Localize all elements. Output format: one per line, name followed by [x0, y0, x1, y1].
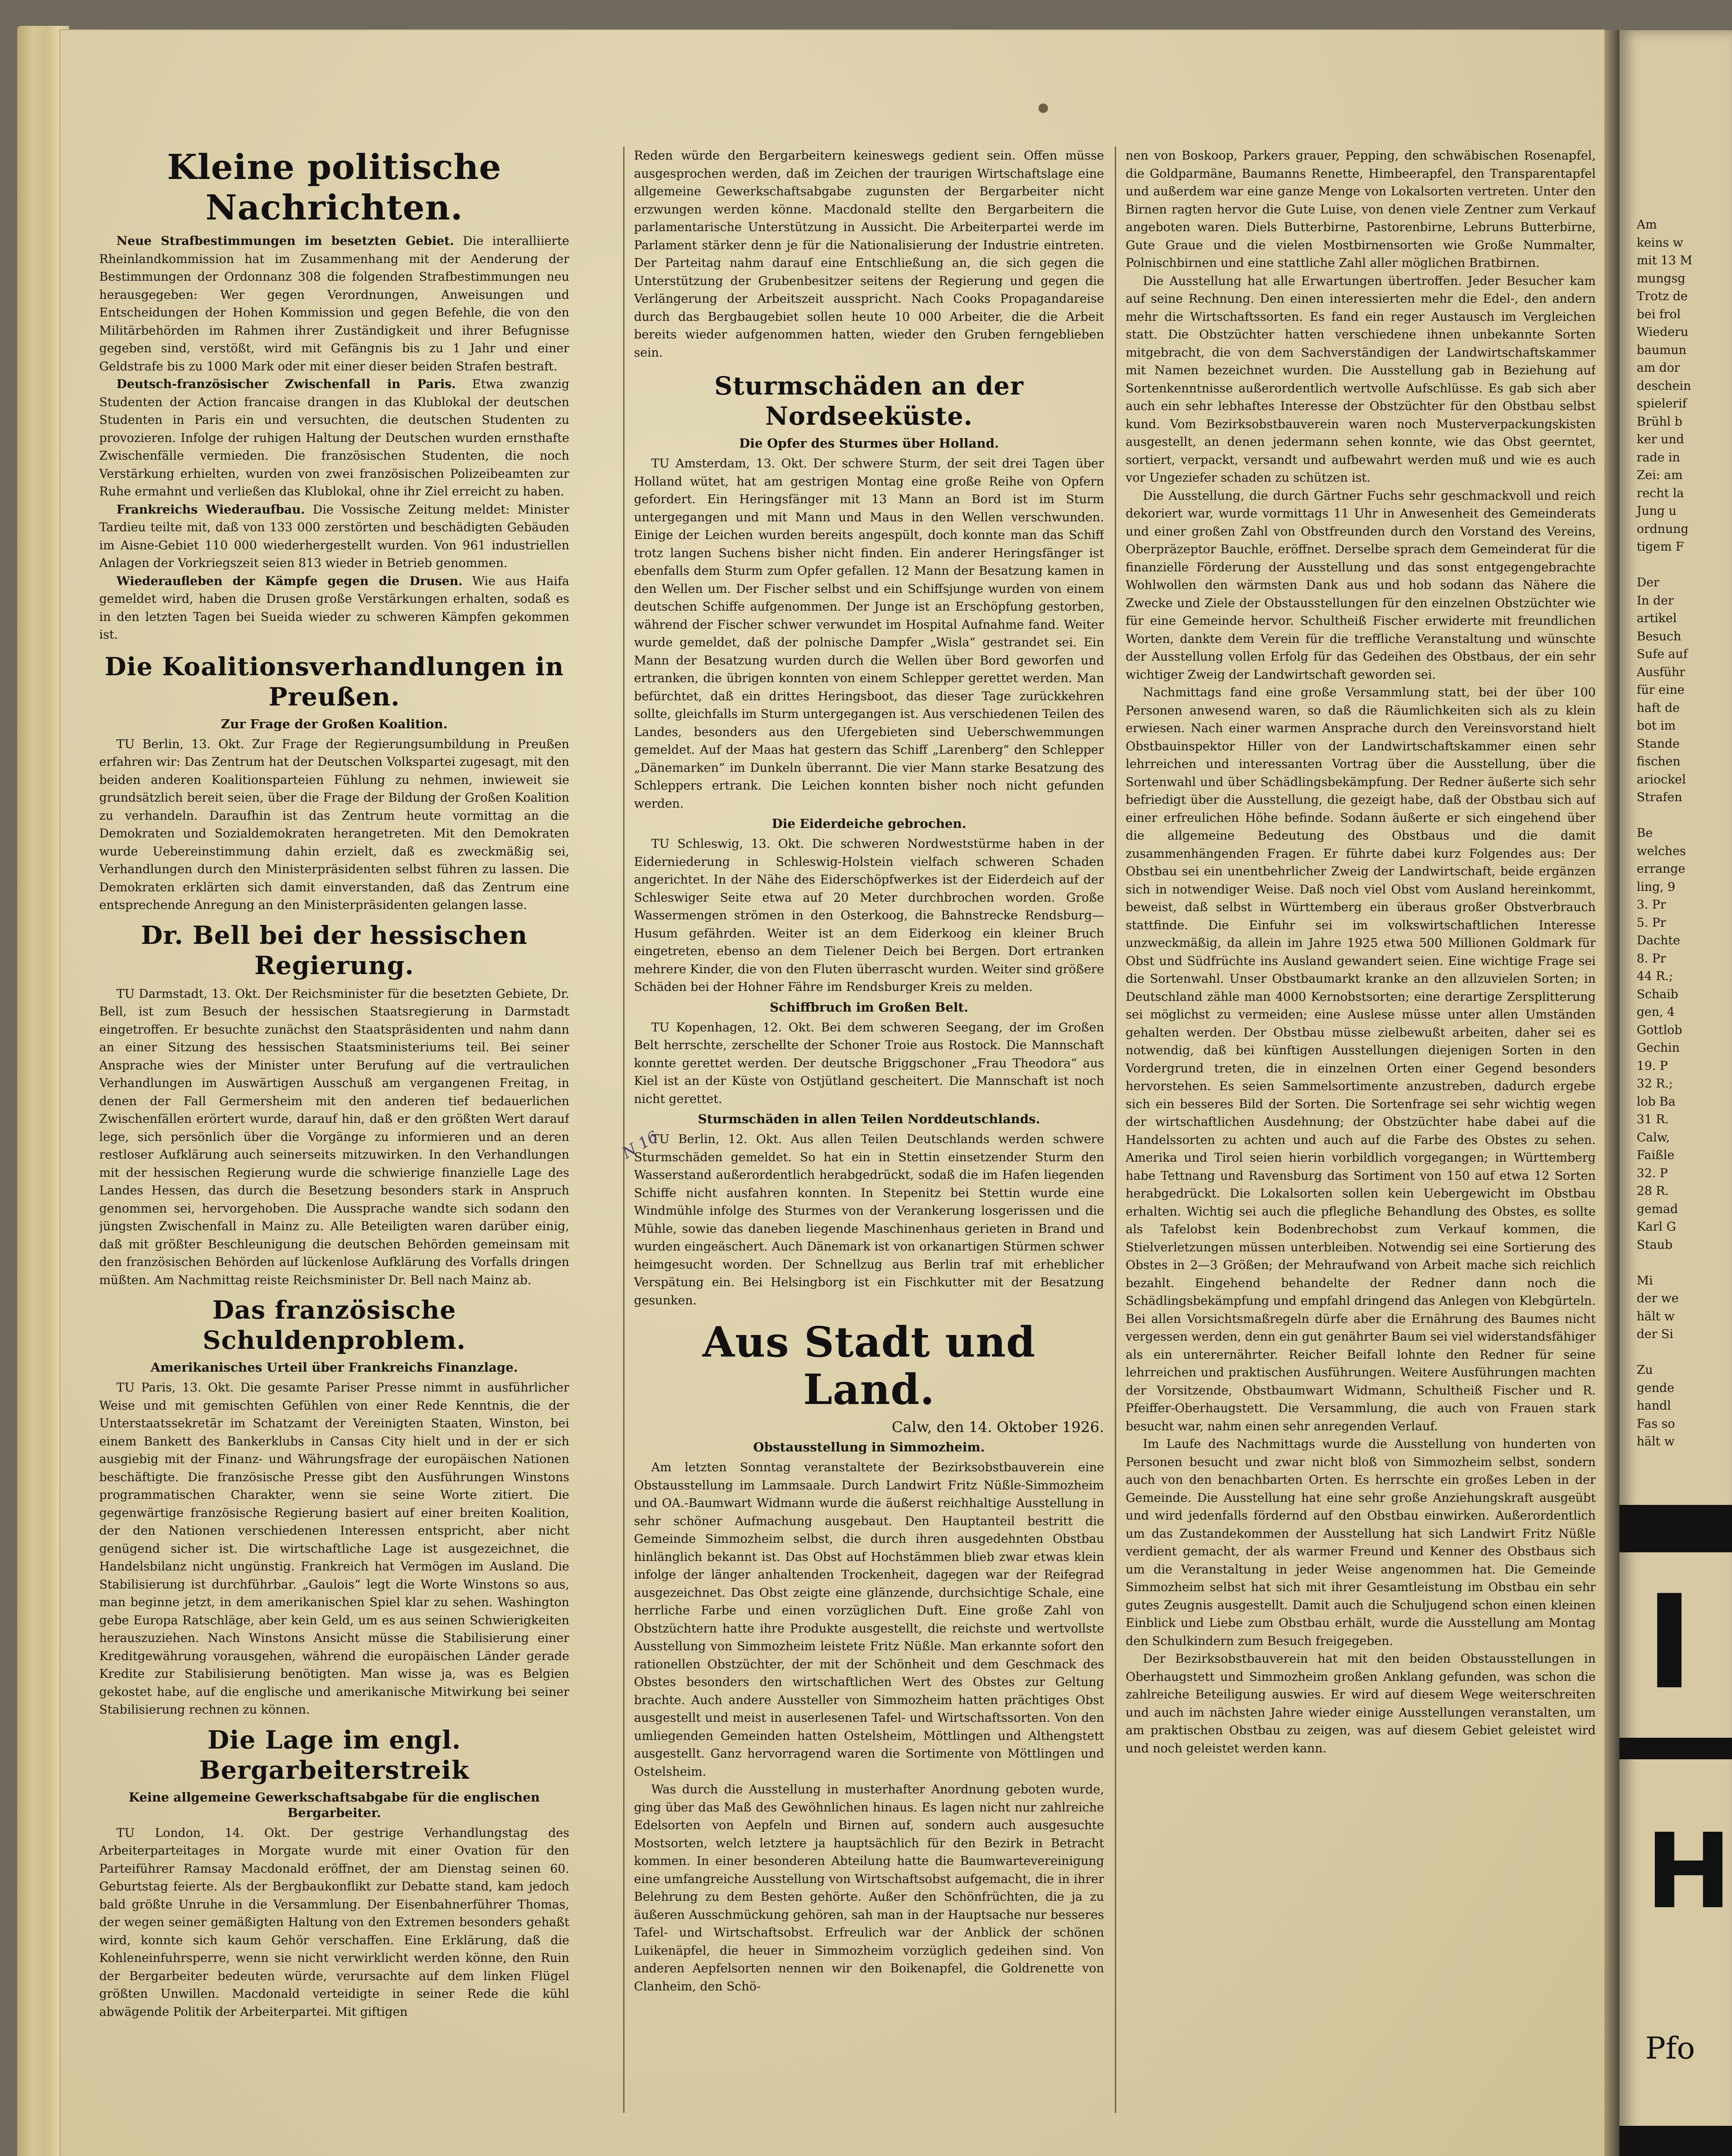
facing-page-line: Am [1637, 217, 1657, 232]
subheadline: Sturmschäden in allen Teilen Norddeutschlands. [698, 1112, 1040, 1126]
facing-page-line: Jung u [1637, 504, 1677, 518]
facing-page-line: der we [1637, 1291, 1679, 1305]
article-paragraph: TU Berlin, 13. Okt. Zur Frage der Regierungsumbildung in Preußen erfahren wir: Das Zentrum hat der Deutschen Volkspartei zugesagt, mit den beiden anderen Koalitionsparteien Fühlung zu nehmen, inwieweit sie grundsätzlich bereit seien, über die Frage der Bildung der Großen Koalition zu verhandeln. Daraufhin ist das Zentrum heute vormittag an die Demokraten und Sozialdemokraten herangetreten. Mit den Demokraten wurde Uebereinstimmung dahin erzielt, daß es zweckmäßig sei, Verhandlungen durch den Ministerpräsidenten selbst führen zu lassen. Die Demokraten erklärten sich damit einverstanden, daß das Zentrum eine entsprechende Anregung an den Ministerpräsidenten gelangen lasse. [99, 736, 569, 912]
article-paragraph: TU Schleswig, 13. Okt. Die schweren Nordweststürme haben in der Eiderniederung in Schleswig-Holstein vielfach schweren Schaden angerichtet. In der Nähe des Eiderschöpfwerkes ist der Eiderdeich auf der Schleswiger Seite etwa auf 20 Meter durchbrochen worden. Große Wassermengen strömen in den Osterkoog, die Bahnstrecke Rendsburg—Husum gefährden. Weiter ist an dem Eiderkoog ein kleiner Bruch eingetreten, ebenso an dem Tielener Deich bei Bergen. Dort ertranken mehrere Kinder, die von den Fluten überrascht wurden. Weiter sind größere Schäden bei der Hohner Fähre im Rendsburger Kreis zu melden. [634, 837, 1104, 994]
headline-schuldenproblem: Das französische Schuldenproblem. [202, 1295, 466, 1355]
article-paragraph: Am letzten Sonntag veranstaltete der Bezirksobstbauverein eine Obstausstellung im Lammsaale. Durch Landwirt Fritz Nüßle-Simmozheim und OA.-Baumwart Widmann wurde die äußerst reichhaltige Ausstellung in sehr schöner Aufmachung ausgebaut. Den Hauptanteil bestritt die Gemeinde Simmozheim selbst, die durch ihren ausgedehnten Obstbau hinlänglich bekannt ist. Das Obst auf Hochstämmen blieb zwar etwas klein infolge der länger anhaltenden Trockenheit, dagegen war der Reifegrad ausgezeichnet. Das Obst zeigte eine glänzende, durchsichtige Schale, eine herrliche Farbe und einen vorzüglichen Duft. Eine große Zahl von Obstzüchtern hatte ihre Produkte ausgestellt, die reichste und wertvollste Ausstellung von Simmozheim leistete Fritz Nüßle. Man erkannte sofort den rationellen Obstzüchter, der mit der Schönheit und dem Geschmack des Obstes besonders den wirtschaftlichen Wert des Obstes zur Geltung brachte. Auch andere Aussteller von Simmozheim hatten prächtiges Obst ausgestellt und meist in auserlesenen Tafel- und Wirtschaftssorten. Von den umliegenden Gemeinden hatten Ostelsheim, Möttlingen und Althengstett ausgestellt. Ganz hervorragend waren die Sortimente von Möttlingen und Ostelsheim. [634, 1460, 1104, 1779]
facing-page-line: hält w [1637, 1434, 1675, 1448]
column-1 [99, 147, 569, 2117]
article-paragraph: Der Bezirksobstbauverein hat mit den beiden Obstausstellungen in Oberhaugstett und Simmozheim großen Anklang gefunden, was schon die zahlreiche Beteiligung auswies. Er wird auf diesem Wege weiterschreiten und auch im nächsten Jahre wieder einige Ausstellungen veranstalten, um am praktischen Obstbau zu zeigen, was auf diesem Gebiet geleistet wird und noch geleistet werden kann. [1126, 1651, 1596, 1755]
article-continuation: Reden würde den Bergarbeitern keineswegs gedient sein. Offen müsse ausgesprochen werden, daß im Zeichen der traurigen Wirtschaftslage eine allgemeine Gewerkschaftsabgabe zugunsten der Bergarbeiter nicht erzwungen werden könne. Macdonald stellte den Bergarbeitern die parlamentarische Unterstützung in Aussicht. Die Arbeiterpartei werde im Parlament stärker denn je für die Nationalisierung der Industrie eintreten. Der Parteitag nahm darauf eine Entschließung an, die sich gegen die Unterstützung der Grubenbesitzer seitens der Regierung und gegen die Verlängerung der Arbeitszeit ausspricht. Nach Cooks Propagandareise durch das Bergbaugebiet sollen heute 10 000 Arbeiter, die die Arbeit bereits wieder aufgenommen hatten, wieder den Gruben ferngeblieben sein. [634, 148, 1104, 360]
facing-page-line: der Si [1637, 1327, 1673, 1341]
facing-page-line: Wiederu [1637, 325, 1688, 339]
facing-page-line: 8. Pr [1637, 951, 1666, 965]
subheadline: Obstausstellung in Simmozheim. [753, 1440, 985, 1454]
facing-page-line: lob Ba [1637, 1094, 1676, 1109]
facing-page-line: Stande [1637, 736, 1680, 751]
facing-page-line: 5. Pr [1637, 915, 1666, 930]
facing-page-line: welches [1637, 843, 1686, 858]
facing-page-line: Trotz de [1637, 289, 1688, 303]
facing-page-line: gende [1637, 1380, 1675, 1395]
headline-aus-stadt-und-land: Aus Stadt und Land. [702, 1318, 1036, 1414]
headline-dr-bell: Dr. Bell bei der hessischen Regierung. [141, 920, 528, 980]
article-paragraph: Die Ausstellung hat alle Erwartungen übertroffen. Jeder Besucher kam auf seine Rechnung. Den einen interessierten mehr die Edel-, den andern mehr die Wirtschaftssorten. Es fand ein reger Austausch im Vergleichen statt. Die Obstzüchter hatten verschiedene ihnen unbekannte Sorten mitgebracht, die von dem Sachverständigen der Landwirtschaftskammer mit Namen bezeichnet wurden. Die Ausstellung gab in Beziehung auf Sortenkenntnisse außerordentlich wertvolle Aufschlüsse. Es gab sich aber auch ein sehr lebhaftes Interesse der Obstzüchter für den Obstbau selbst kund. Vom Bezirksobstbauverein waren noch Musterverpackungskisten ausgestellt, an denen jedermann sehen konnte, wie das Obst geerntet, sortiert, verpackt, versandt und aufbewahrt werden muß und wie es auch vor Ungeziefer schaden zu schützen ist. [1126, 273, 1596, 485]
facing-page-line: bei frol [1637, 307, 1681, 321]
facing-page-line: Besuch [1637, 629, 1682, 643]
facing-page-line: 19. P [1637, 1058, 1668, 1073]
facing-page-line: Calw, [1637, 1130, 1670, 1144]
facing-page-line: ariockel [1637, 772, 1686, 787]
column-3 [1126, 147, 1596, 2117]
facing-page-line: am dor [1637, 360, 1680, 375]
paragraph-text: Die interalliierte Rheinlandkommission hat im Zusammenhang mit der Aenderung der Bestimmungen der Ordonnanz 308 die folgenden Strafbestimmungen neu herausgegeben: Wer gegen Verordnungen, Anweisungen und Entscheidungen der Hohen Kommission und gegen Befehle, die von den Militärbehörden im Rahmen ihrer Zuständigkeit und ihrer Befugnisse gegeben sind, verstößt, wird mit Gefängnis bis zu 1 Jahr und einer Geldstrafe bis zu 1000 Mark oder mit einer dieser beiden Strafen bestraft. [99, 234, 569, 373]
subheadline: Amerikanisches Urteil über Frankreichs Finanzlage. [151, 1360, 518, 1375]
facing-page-line: 44 R.; [1637, 969, 1673, 983]
headline-koalitionsverhandlungen: Die Koalitionsverhandlungen in Preußen. [104, 652, 564, 711]
paragraph-text: Die Vossische Zeitung meldet: Minister Tardieu teilte mit, daß von 133 000 zerstörten und beschädigten Gebäuden im Aisne-Gebiet 110 000 wiederhergestellt wurden. Von 961 industriellen Anlagen der Vorkriegszeit seien 813 wieder in Betrieb genommen. [99, 502, 569, 570]
paragraph-lead: Frankreichs Wiederaufbau. [116, 502, 305, 517]
article-paragraph: Nachmittags fand eine große Versammlung statt, bei der über 100 Personen anwesend waren, so daß die Räumlichkeiten sich als zu klein erwiesen. Nach einer warmen Ansprache durch den Vereinsvorstand hielt Obstbauinspektor Hiller von der Landwirtschaftskammer einen sehr lehrreichen und interessanten Vortrag über die Ausstellung, über die Sortenwahl und über Schädlingsbekämpfung. Der Redner äußerte sich sehr befriedigt über die Ausstellung, die gezeigt habe, daß der Obstbau sich auf einer erfreulichen Höhe befinde. Sodann äußerte er sich eingehend über die allgemeine Bedeutung des Obstbaus und die damit zusammenhängenden Fragen. Er führte dabei kurz Folgendes aus: Der Obstbau sei ein unentbehrlicher Zweig der Landwirtschaft, beide ergänzen sich in notwendiger Weise. Daß noch viel Obst vom Ausland hereinkommt, beweist, daß selbst in Württemberg ein überaus großer Obstverbrauch stattfinde. Die Einfuhr sei im volkswirtschaftlichen Interesse unzweckmäßig, da allein im Jahre 1925 etwa 500 Millionen Goldmark für Obst und Südfrüchte ins Ausland gewandert seien. Eine wichtige Frage sei die Sortenwahl. Unser Obstbaumarkt kranke an den allzuvielen Sorten; in Deutschland zähle man 4000 Kernobstsorten; eine derartige Zersplitterung sei möglichst zu vermeiden; eine Auslese müsse unter allen Umständen gehalten werden. Der Obstbau müsse zielbewußt arbeiten, daher sei es notwendig, daß bei künftigen Ausstellungen diejenigen Sorten in den Vordergrund treten, die in einzelnen Orten einer Gegend besonders hervorstehen. Es seien Sammelsortimente anzustreben, dadurch ergebe sich ein besseres Bild der Sorten. Die Sortenfrage sei sehr wichtig wegen der wirtschaftlichen Ausdehnung; der Obstzüchter habe dabei auf die Handelssorten zu achten und auch auf die Farbe des Obstes zu sehen. Amerika und Tirol seien hierin vorbildlich vorgegangen; in Württemberg habe Tettnang und Ravensburg das Sortiment von 150 auf etwa 12 Sorten herabgedrückt. Die Lokalsorten sollen kein Uebergewicht im Obstbau erhalten. Wichtig sei auch die pflegliche Behandlung des Obstes, es sollte als Tafelobst kein Bodenbrechobst zum Verkauf kommen, die Stielverletzungen müssen unterbleiben. Notwendig sei eine Sortierung des Obstes in 2—3 Größen; der Mehraufwand von Arbeit mache sich reichlich bezahlt. Eingehend behandelte der Redner dann noch die Schädlingsbekämpfung und empfahl dringend das Anlegen von Klebgürteln. Bei allen Vorsichtsmaßregeln dürfe aber die Ernährung des Baumes nicht vergessen werden, denn ein gut genährter Baum sei viel widerstandsfähiger als ein unterernährter. Reicher Beifall lohnte den Redner für seine lehrreichen und praktischen Ausführungen. Weitere Ausführungen machten der Vorsitzende, Obstbaumwart Widmann, Schultheiß Fischer und R. Pfeiffer-Oberhaugstett. Die Versammlung, die auch von Frauen stark besucht war, nahm einen sehr anregenden Verlauf. [1126, 685, 1596, 1433]
facing-page-line [1637, 806, 1723, 824]
article-paragraph: TU Berlin, 12. Okt. Aus allen Teilen Deutschlands werden schwere Sturmschäden gemeldet. So hat ein in Stettin einsetzender Sturm den Wasserstand außerordentlich herabgedrückt, sodaß die im Hafen liegenden Schiffe nicht ausfahren konnten. In Stepenitz bei Stettin wurde eine Windmühle infolge des Sturmes von der Verankerung losgerissen und die Mühle, sowie das daneben liegende Maschinenhaus gerieten in Brand und wurden eingeäschert. Auch Dänemark ist von orkanartigen Stürmen schwer heimgesucht worden. Der Schnellzug aus Berlin traf mit erheblicher Verspätung ein. Bei Helsingborg ist ein Fischkutter mit der Besatzung gesunken. [634, 1132, 1104, 1307]
facing-page-line: tigem F [1637, 539, 1684, 554]
facing-page-line: deschein [1637, 378, 1691, 393]
facing-page-line: rade in [1637, 450, 1680, 464]
facing-page-line: Mi [1637, 1273, 1653, 1288]
facing-page-line: Sufe auf [1637, 647, 1688, 661]
facing-page-line: handl [1637, 1398, 1671, 1413]
facing-page-line: Zu [1637, 1363, 1653, 1377]
facing-page-line: spielerif [1637, 396, 1687, 411]
subheadline: Zur Frage der Großen Koalition. [221, 716, 448, 731]
facing-page-line: hält w [1637, 1309, 1675, 1323]
book-gutter [1604, 30, 1619, 2156]
column-2 [634, 147, 1104, 2117]
facing-page-line: gemad [1637, 1201, 1678, 1216]
binding-hole [1039, 103, 1048, 113]
facing-page-line [1637, 556, 1723, 574]
facing-page-line: Fas so [1637, 1416, 1675, 1431]
facing-page-line: gen, 4 [1637, 1005, 1675, 1019]
ad-big-letter: H [1645, 1811, 1732, 1932]
paragraph-text: Etwa zwanzig Studenten der Action francaise drangen in das Klublokal der deutschen Studenten in Paris ein und versuchten, die deutschen Studenten zu provozieren. Infolge der ruhigen Haltung der Deutschen wurden ernsthafte Zwischenfälle vermieden. Die französischen Studenten, die noch Verstärkung erhielten, wurden von zwei französischen Polizeibeamten zur Ruhe ermahnt und verließen das Klublokal, ohne ihr Ziel erreicht zu haben. [99, 377, 569, 498]
facing-page [1619, 30, 1732, 2156]
ad-black-bar [1619, 1505, 1732, 1552]
headline-kleine-politische-nachrichten: Kleine politische Nachrichten. [167, 147, 502, 228]
article-paragraph [99, 572, 569, 644]
facing-page-line: Ausführ [1637, 664, 1685, 679]
paragraph-lead: Deutsch-französischer Zwischenfall in Paris. [116, 377, 456, 391]
ad-word: Pfo [1645, 2031, 1695, 2066]
facing-page-line: Faißle [1637, 1148, 1675, 1162]
facing-page-line: Be [1637, 826, 1653, 840]
headline-bergarbeiterstreik: Die Lage im engl. Bergarbeiterstreik [199, 1725, 470, 1785]
article-paragraph [99, 375, 569, 501]
facing-page-line: Der [1637, 575, 1660, 589]
article-paragraph: TU Amsterdam, 13. Okt. Der schwere Sturm, der seit drei Tagen über Holland wütet, hat am gestrigen Montag eine große Reihe von Opfern gefordert. Ein Heringsfänger mit 13 Mann an Bord ist im Sturm untergegangen und mit Mann und Maus in den Wellen verschwunden. Einige der Leichen wurden bereits angespült, doch konnte man das Schiff trotz langen Suchens bisher nicht finden. Ein anderer Heringsfänger ist ebenfalls dem Sturm zum Opfer gefallen. 12 Mann der Besatzung kamen in den Wellen um. Der Fischer selbst und ein Schiffsjunge wurden von einem deutschen Schiffe aufgenommen. Der Junge ist an Erschöpfung gestorben, während der Fischer schwer verwundet im Hospital Aufnahme fand. Weiter wurde gemeldet, daß der polnische Dampfer „Wisla“ gestrandet sei. Ein Mann der Besatzung wurden durch die Wellen über Bord geworfen und ertranken, die übrigen konnten von einem Schlepper gerettet werden. Man befürchtet, daß ein drittes Heringsboot, das dieser Tage zurückkehren sollte, gleichfalls im Sturm untergegangen ist. Aus verschiedenen Teilen des Landes, besonders aus den Ufergebieten sind Ueberschwemmungen gemeldet. Auf der Maas hat gestern das Schiff „Larenberg“ den Schlepper „Dänemarken“ im Dunkeln überrannt. Die vier Mann starke Besatzung des Schleppers ertrank. Die Leichen konnten bisher noch nicht gefunden werden. [634, 456, 1104, 811]
facing-page-line: ker und [1637, 432, 1684, 446]
facing-page-line: Schaib [1637, 987, 1679, 1001]
article-paragraph: TU Kopenhagen, 12. Okt. Bei dem schweren Seegang, der im Großen Belt herrschte, zerschellte der Schoner Troie aus Rostock. Die Mannschaft konnte gerettet werden. Der deutsche Briggschoner „Frau Theodora“ aus Kiel ist an der Küste von Ostjütland gescheitert. Die Mannschaft ist noch nicht gerettet. [634, 1020, 1104, 1106]
facing-page-line: bot im [1637, 718, 1676, 733]
facing-page-line: errange [1637, 862, 1685, 876]
facing-page-line: baumun [1637, 342, 1687, 357]
facing-page-line: mungsg [1637, 271, 1685, 285]
column-rule [623, 147, 624, 2113]
facing-page-text [1637, 216, 1723, 1451]
paragraph-lead: Wiederaufleben der Kämpfe gegen die Drusen. [116, 573, 463, 588]
handwritten-annotation: N 16 [619, 1128, 662, 1163]
facing-page-line: für eine [1637, 683, 1685, 697]
article-paragraph: TU Paris, 13. Okt. Die gesamte Pariser Presse nimmt in ausführlicher Weise und mit gemischten Gefühlen von einer Rede Kenntnis, die der Unterstaatssekretär im Schatzamt der Vereinigten Staaten, Winston, bei einem Bankett des Bankerklubs in Cansas City hielt und in der er sich ausgiebig mit der Finanz- und Währungsfrage der europäischen Nationen beschäftigte. Die französische Presse gibt den Ausführungen Winstons programmatischen Charakter, wenn sie seine Worte zitiert. Die gegenwärtige französische Regierung basiert auf einer breiten Koalition, der den Nationen verschiedenen Interessen entspricht, aber nicht genügend sicher ist. Die wirtschaftliche Lage ist ausgezeichnet, die Handelsbilanz nicht ungünstig. Frankreich hat Vermögen im Ausland. Die Stabilisierung ist durchführbar. „Gaulois“ legt die Worte Winstons so aus, man beginne jetzt, in dem amerikanischen Spiel klar zu sehen. Washington gebe Europa Ratschläge, aber kein Geld, um es aus seinen Schwierigkeiten herauszuziehen. Nach Winstons Ansicht müsse die Stabilisierung einer Kreditgewährung vorausgehen, während die europäischen Länder gerade Kredite zur Stabilisierung benötigten. Man wisse ja, was es Belgien gekostet habe, auf die englische und amerikanische Mitwirkung bei seiner Stabilisierung rechnen zu können. [99, 1380, 569, 1717]
headline-sturmschaeden: Sturmschäden an der Nordseeküste. [714, 371, 1024, 431]
article-paragraph: TU London, 14. Okt. Der gestrige Verhandlungstag des Arbeiterparteitages in Morgate wurde mit einer Ovation für den Parteiführer Ramsay Macdonald eröffnet, der am Dienstag seinen 60. Geburtstag feierte. Als der Bergbaukonflikt zur Debatte stand, kam jedoch bald größte Unruhe in die Versammlung. Der Eisenbahnerführer Thomas, der wegen seiner gemäßigten Haltung von den Extremen besonders gehaßt wird, konnte sich kaum Gehör verschaffen. Eine Erklärung, daß die Kohleneinfuhrsperre, wenn sie nicht verwirklicht werden könne, den Ruin der Bergarbeiter bedeuten würde, verursachte auf dem linken Flügel größten Unwillen. Macdonald verteidigte in seiner Rede die kühl abwägende Politik der Arbeiterpartei. Mit giftigen [99, 1825, 569, 2019]
facing-page-line: 32. P [1637, 1166, 1668, 1180]
subheadline: Keine allgemeine Gewerkschaftsabgabe für die englischen Bergarbeiter. [129, 1789, 540, 1820]
article-paragraph: TU Darmstadt, 13. Okt. Der Reichsminister für die besetzten Gebiete, Dr. Bell, ist zum Besuch der hessischen Staatsregierung in Darmstadt eingetroffen. Er besuchte zunächst den Staatspräsidenten und nahm dann an einer Sitzung des hessischen Staatsministeriums teil. Bei seiner Ansprache wies der Minister unter Berufung auf die vertraulichen Verhandlungen im Auswärtigen Ausschuß am vergangenen Freitag, in denen der Fall Germersheim mit den anderen tief bedauerlichen Zwischenfällen erörtert wurde, darauf hin, daß er den größten Wert darauf lege, sich persönlich über die Vorgänge zu informieren und an deren restloser Aufklärung auch seinerseits mitzuwirken. In den Verhandlungen mit der hessischen Regierung wurde die schwierige finanzielle Lage des Landes Hessen, das durch die Besetzung besonders stark in Anspruch genommen sei, hervorgehoben. Die Aussprache wandte sich sodann den jüngsten Zwischenfall in Mainz zu. Alle Beteiligten waren darüber einig, daß mit größter Beschleunigung die deutschen Behörden gemeinsam mit den französischen Behörden auf lückenlose Aufklärung des Vorfalls dringen müßten. Am Nachmittag reiste Reichsminister Dr. Bell nach Mainz ab. [99, 986, 569, 1287]
subheadline: Die Opfer des Sturmes über Holland. [739, 436, 999, 451]
column-rule [1115, 147, 1116, 2113]
facing-page-line: 28 R. [1637, 1184, 1669, 1198]
subheadline: Die Eiderdeiche gebrochen. [772, 816, 966, 831]
facing-page-line: Gechin [1637, 1040, 1680, 1055]
article-paragraph: Im Laufe des Nachmittags wurde die Ausstellung von hunderten von Personen besucht und zwar nicht bloß von Simmozheim selbst, sondern auch von den benachbarten Orten. Es herrschte ein großes Leben in der Gemeinde. Die Ausstellung hat eine sehr große Anziehungskraft ausgeübt und wird jedenfalls fördernd auf den Obstbau einwirken. Außerordentlich um das Zustandekommen der Ausstellung hat sich Landwirt Fritz Nüßle verdient gemacht, der als warmer Freund und Kenner des Obstbaus sich um die Veranstaltung in jeder Weise angenommen hat. Die Gemeinde Simmozheim selbst hat sich mit ihrer Gesamtleistung im Obstbau ein sehr gutes Zeugnis ausgestellt. Damit auch die Schuljugend schon einen kleinen Einblick und Liebe zum Obstbau erhält, wurde die Ausstellung am Montag den Schulkindern zum Besuch freigegeben. [1126, 1437, 1596, 1648]
facing-page-line: mit 13 M [1637, 253, 1692, 267]
facing-page-line: keins w [1637, 235, 1683, 250]
facing-page-line: 3. Pr [1637, 897, 1666, 912]
facing-page-line: ordnung [1637, 521, 1689, 536]
ad-black-bar [1619, 2126, 1732, 2156]
facing-page-line: Zei: am [1637, 468, 1683, 482]
article-paragraph [99, 501, 569, 572]
ad-black-bar [1619, 1738, 1732, 1759]
article-paragraph [99, 232, 569, 375]
facing-page-line: In der [1637, 593, 1674, 608]
paragraph-text: Wie aus Haifa gemeldet wird, haben die Drusen große Verstärkungen erhalten, sodaß es in den letzten Tagen bei Sueida wieder zu schweren Kämpfen gekommen ist. [99, 573, 569, 642]
paragraph-lead: Neue Strafbestimmungen im besetzten Gebiet. [116, 234, 454, 248]
facing-page-line: 32 R.; [1637, 1076, 1673, 1091]
subheadline: Schiffbruch im Großen Belt. [769, 1000, 969, 1015]
facing-page-line: fischen [1637, 754, 1681, 768]
article-paragraph: Was durch die Ausstellung in musterhafter Anordnung geboten wurde, ging über das Maß des Gewöhnlichen hinaus. Es lagen nicht nur zahlreiche Edelsorten von Aepfeln und Birnen auf, sondern auch ausgesuchte Mostsorten, welch letztere ja hauptsächlich für den Bezirk in Betracht kommen. In einer besonderen Abteilung hatte die Baumwartevereinigung eine umfangreiche Ausstellung von Wirtschaftsobst aufgemacht, die in ihrer Belehrung zu dem Besten gehörte. Außer den Schönfrüchten, die ja zu äußeren Ausschmückung gehören, sah man in der Hauptsache nur besseres Tafel- und Wirtschaftsobst. Erfreulich war der Anblick der schönen Luikenäpfel, die heuer in Simmozheim vorzüglich gedeihen sind. Von anderen Aepfelsorten nennen wir den Boikenapfel, die Goldrenette von Clanheim, den Schö- [634, 1782, 1104, 1993]
facing-page-line: Brühl b [1637, 414, 1682, 429]
dateline: Calw, den 14. Oktober 1926. [891, 1419, 1104, 1436]
facing-page-line: recht la [1637, 486, 1684, 500]
facing-page-line: Strafen [1637, 790, 1682, 804]
facing-page-line: Staub [1637, 1237, 1673, 1252]
article-paragraph: Die Ausstellung, die durch Gärtner Fuchs sehr geschmackvoll und reich dekoriert war, wurde vormittags 11 Uhr in Anwesenheit des Gemeinderats und einer großen Zahl von Obstfreunden durch den Vorstand des Vereins, Oberpräzeptor Bauchle, eröffnet. Derselbe sprach dem Gemeinderat für die finanzielle Förderung der Ausstellung und das sonst entgegengebrachte Wohlwollen den wärmsten Dank aus und hob sodann das Nähere die Zwecke und Ziele der Obstausstellungen für den einzelnen Obstzüchter wie für eine Gemeinde hervor. Schultheiß Fischer erwiderte mit freundlichen Worten, dankte dem Verein für die treffliche Veranstaltung und wünschte der Ausstellung vollen Erfolg für das Gedeihen des Obstbaus, der ein sehr wichtiger Zweig der Landwirtschaft geworden sei. [1126, 488, 1596, 682]
facing-page-line: Gottlob [1637, 1022, 1682, 1037]
facing-page-line: ling, 9 [1637, 879, 1676, 894]
facing-page-line: artikel [1637, 611, 1677, 625]
facing-page-line: haft de [1637, 700, 1680, 715]
article-continuation: nen von Boskoop, Parkers grauer, Pepping, den schwäbischen Rosenapfel, die Goldparmäne, Baumanns Renette, Himbeerapfel, den Transparentapfel und außerdem war eine ganze Menge von Lokalsorten vertreten. Unter den Birnen ragten hervor die Gute Luise, von denen viele Zentner zum Verkauf angeboten waren. Diels Butterbirne, Pastorenbirne, Lebruns Butterbirne, Gute Graue und die vielen Mostbirnensorten wie Große Nummalter, Polnischbirnen und eine stattliche Zahl aller möglichen Bratbirnen. [1126, 148, 1596, 270]
facing-page-line [1637, 1343, 1723, 1361]
ad-big-letter: I [1645, 1567, 1694, 1718]
facing-page-line: Karl G [1637, 1219, 1676, 1234]
facing-page-line: Dachte [1637, 933, 1680, 947]
facing-page-line: 31 R. [1637, 1112, 1669, 1126]
facing-page-line [1637, 1253, 1723, 1272]
